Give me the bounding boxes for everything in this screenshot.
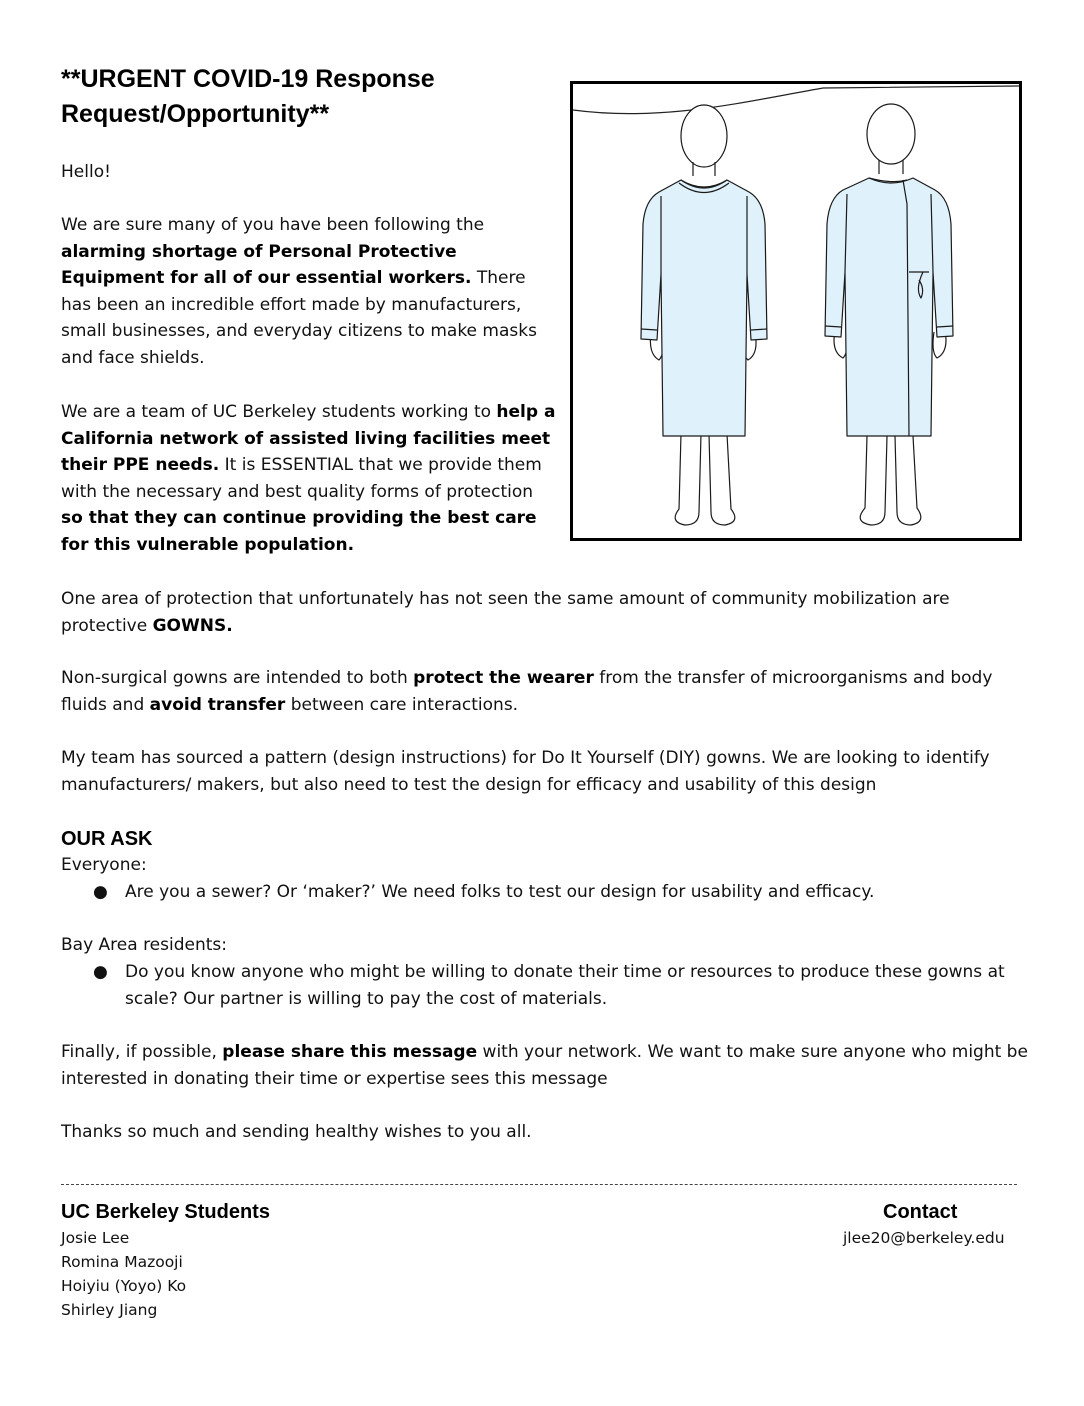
paragraph-shortage: We are sure many of you have been following the alarming shortage of Personal Protective Equipment for all of our essential workers. There has been an incredible effort made by manufacturers, small businesses, and everyday citizens to make masks and face shields. [61, 215, 537, 368]
ask-everyone-bullet: Are you a sewer? Or ‘maker?’ We need folks to test our design for usability and efficacy. [125, 882, 875, 902]
team-members-list [61, 1226, 186, 1322]
back-legs [860, 436, 921, 525]
our-ask-heading: OUR ASK [61, 828, 153, 850]
bullet-dot: ● [93, 882, 108, 902]
bullet-dot: ● [93, 962, 108, 982]
greeting: Hello! [61, 162, 111, 182]
team-member: Romina Mazooji [61, 1253, 183, 1271]
swoosh-line [573, 86, 1019, 114]
group-everyone-label: Everyone: [61, 855, 147, 875]
contact-email[interactable]: jlee20@berkeley.edu [843, 1229, 1005, 1247]
paragraph-gowns: One area of protection that unfortunately has not seen the same amount of community mobilization are protective GOWNS. [61, 589, 950, 636]
paragraph-share: Finally, if possible, please share this message with your network. We want to make sure anyone who might be interested in donating their time or expertise sees this message [61, 1042, 1028, 1089]
contact-heading: Contact [883, 1201, 958, 1223]
front-gown [641, 180, 767, 436]
dashed-divider [61, 1184, 1017, 1185]
ask-bay-area-bullet: Do you know anyone who might be willing to donate their time or resources to produce these gowns at scale? Our partner is willing to pay the cost of materials. [125, 962, 1005, 1009]
gown-figures-svg [573, 84, 1019, 538]
front-legs [675, 434, 735, 525]
paragraph-pattern: My team has sourced a pattern (design instructions) for Do It Yourself (DIY) gowns. We are looking to identify manufacturers/ makers, but also need to test the design for efficacy and usability of this design [61, 748, 990, 795]
team-member: Hoiyiu (Yoyo) Ko [61, 1277, 187, 1295]
document-title: **URGENT COVID-19 Response Request/Opportunity** [61, 65, 435, 128]
paragraph-team: We are a team of UC Berkeley students working to help a California network of assisted living facilities meet their PPE needs. It is ESSENTIAL that we provide them with the necessary and best quality forms of protection so that they can continue providing the best care for this vulnerable population. [61, 402, 556, 555]
back-head [867, 104, 915, 164]
closing-line: Thanks so much and sending healthy wishes to you all. [61, 1122, 532, 1142]
front-figure [641, 105, 767, 525]
back-figure [825, 104, 953, 525]
team-member: Josie Lee [61, 1229, 130, 1247]
team-member: Shirley Jiang [61, 1301, 158, 1319]
team-heading: UC Berkeley Students [61, 1201, 270, 1223]
front-head [681, 105, 727, 167]
back-gown [825, 178, 953, 436]
gown-illustration [570, 81, 1022, 541]
group-bay-area-label: Bay Area residents: [61, 935, 227, 955]
paragraph-non-surgical: Non-surgical gowns are intended to both protect the wearer from the transfer of microorganisms and body fluids and avoid transfer between care interactions. [61, 668, 993, 715]
